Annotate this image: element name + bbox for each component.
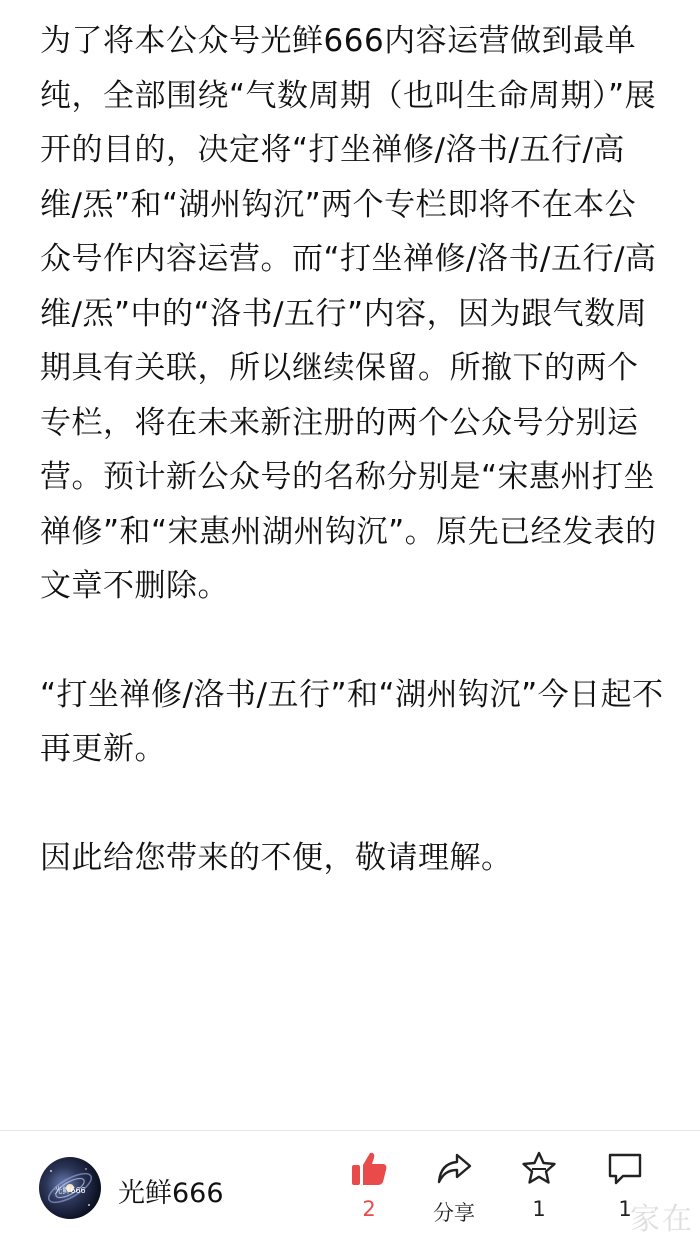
article-paragraph: “打坐禅修/洛书/五行”和“湖州钩沉”今日起不再更新。 (40, 676, 664, 767)
svg-text:光鲜666: 光鲜666 (54, 1186, 86, 1195)
share-button[interactable] (419, 1149, 489, 1227)
comment-icon (605, 1149, 645, 1189)
article-paragraph: 为了将本公众号光鲜666内容运营做到最单纯，全部围绕“气数周期（也叫生命周期）”展开的目的，决定将“打坐禅修/洛书/五行/高维/炁”和“湖州钩沉”两个专栏即将不在本公众号作内容运营。而“打坐禅修/洛书/五行/高维/炁”中的“洛书/五行”内容，因为跟气数周期具有关联，所以继续保留。所撤下的两个专栏，将在未来新注册的两个公众号分别运营。预计新公众号的名称分别是“宋惠州打坐禅修”和“宋惠州湖州钩沉”。原先已经发表的文章不删除。 (40, 23, 657, 604)
favorite-button[interactable] (504, 1149, 574, 1221)
favorite-star-icon (519, 1149, 559, 1189)
like-button[interactable] (334, 1149, 404, 1221)
thumbs-up-icon (349, 1149, 389, 1189)
watermark: 家在 (630, 1202, 694, 1237)
galaxy-icon (39, 1157, 101, 1219)
share-label: 分享 (433, 1201, 475, 1225)
article-paragraph: 因此给您带来的不便，敬请理解。 (40, 839, 513, 876)
author-name[interactable]: 光鲜666 (118, 1178, 224, 1209)
favorite-count: 1 (532, 1197, 546, 1221)
avatar[interactable] (39, 1157, 101, 1219)
article-body (40, 14, 664, 885)
like-count: 2 (362, 1197, 376, 1221)
comment-count: 1 (618, 1197, 632, 1221)
share-icon (434, 1149, 474, 1189)
bottom-action-bar (0, 1130, 700, 1244)
